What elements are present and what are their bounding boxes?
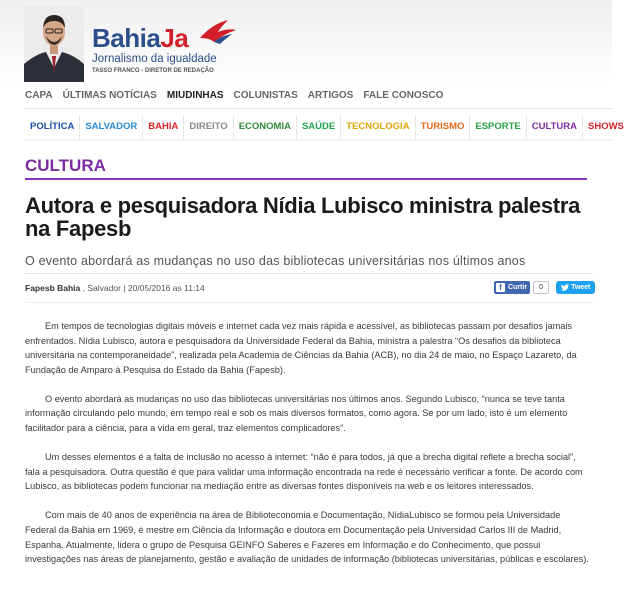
facebook-icon: f (496, 283, 505, 292)
article-paragraph: Um desses elementos é a falta de inclusão no acesso à internet: “não é para todos, já que a brecha digital reflete a brecha social”, fala a pesquisadora. Outra questão é que para validar uma informação encontrada na rede é necessário verificar a fonte. De acordo com Lubisco, as bibliotecas podem funcionar na mediação entre as diversas fontes disponíveis na web e os leitores interessados. (25, 452, 583, 492)
byline-datetime: 20/05/2016 as 11:14 (127, 283, 205, 293)
logo-wordmark: BahiaJa (92, 23, 189, 53)
top-nav-artigos[interactable]: ARTIGOS (307, 90, 354, 101)
category-navigation (25, 115, 629, 139)
category-bahia[interactable]: BAHIA (142, 115, 183, 139)
article-byline (25, 283, 205, 293)
category-salvador[interactable]: SALVADOR (79, 115, 142, 139)
site-logo[interactable] (92, 24, 242, 76)
category-direito[interactable]: DIREITO (183, 115, 232, 139)
top-nav-colunistas[interactable]: COLUNISTAS (233, 90, 298, 101)
category-shows[interactable]: SHOWS (582, 115, 629, 139)
facebook-like-label: Curtir (508, 283, 528, 291)
nav-divider (25, 108, 612, 109)
facebook-like-button[interactable] (494, 281, 530, 294)
top-navigation (25, 90, 443, 104)
article-body (25, 319, 590, 581)
tweet-button[interactable] (556, 281, 595, 294)
article-paragraph: Em tempos de tecnologias digitais móveis e internet cada vez mais rápida e acessível, as bibliotecas passam por desafios jamais enfrentados. Nídia Lubisco, autora e pesquisadora da Universidade Federal da Bahia, ministra a palestra “Os desafios da biblioteca universitária na contemporaneidade”, realizada pela Academia de Ciências da Bahia (ACB), no dia 24 de maio, no Espaço Lazareto, da Fundação de Amparo à Pesquisa do Estado da Bahia (Fapesb). (25, 321, 577, 375)
article-paragraph: O evento abordará as mudanças no uso das bibliotecas universitárias nos últimos anos. Segundo Lubisco, “nunca se teve tanta informação circulando pelo mundo, em tempo real e sob os mais diversos formatos, como agora. Se por um lado, isto é um elemento facilitador para a ciência, para a vida em geral, traz elementos complicadores”. (25, 393, 568, 434)
bird-logo-icon (198, 18, 238, 44)
director-photo (24, 6, 84, 82)
category-cultura[interactable]: CULTURA (526, 115, 582, 139)
category-politica[interactable]: POLÍTICA (30, 121, 75, 132)
byline-divider (25, 302, 593, 303)
byline-author: Fapesb Bahia (25, 283, 81, 293)
category-saude[interactable]: SAÚDE (296, 115, 340, 139)
section-title[interactable]: CULTURA (25, 156, 106, 175)
share-bar (494, 280, 595, 294)
top-nav-ultimas-noticias[interactable]: ÚLTIMAS NOTÍCIAS (62, 90, 157, 101)
site-header (0, 0, 612, 84)
subtitle-divider (25, 273, 593, 274)
twitter-bird-icon (561, 284, 569, 291)
category-economia[interactable]: ECONOMIA (233, 115, 296, 139)
logo-editor-line: TASSO FRANCO - DIRETOR DE REDAÇÃO (92, 68, 214, 74)
category-turismo[interactable]: TURISMO (415, 115, 470, 139)
article-subtitle: O evento abordará as mudanças no uso das bibliotecas universitárias nos últimos anos (25, 254, 526, 268)
article-headline: Autora e pesquisadora Nídia Lubisco ministra palestra na Fapesb (25, 193, 581, 241)
tweet-label: Tweet (571, 283, 591, 291)
byline-location: , Salvador | (80, 283, 128, 293)
article-paragraph: Com mais de 40 anos de experiência na área de Biblioteconomia e Documentação, NídiaLubisco se formou pela Universidade Federal da Bahia em 1969, é mestre em Ciência da Informação e doutora em Documentação pela Universidad Carlos III de Madrid, Espanha. Atualmente, lidera o grupo de Pesquisa GEINFO Saberes e Fazeres em Informação e do Conhecimento, que possui investigações nas áreas de planejamento, gestão e avaliação de unidades de informação (bibliotecas universitárias, públicas e escolares). (25, 510, 589, 565)
category-esporte[interactable]: ESPORTE (469, 115, 525, 139)
top-nav-fale-conosco[interactable]: FALE CONOSCO (363, 90, 444, 101)
category-underline (25, 139, 612, 141)
logo-tagline: Jornalismo da igualdade (92, 53, 217, 65)
section-rule (25, 178, 587, 180)
top-nav-capa[interactable]: CAPA (25, 90, 53, 101)
top-nav-miudinhas[interactable]: MIUDINHAS (166, 90, 224, 101)
category-tecnologia[interactable]: TECNOLOGIA (340, 115, 414, 139)
facebook-like-count: 0 (533, 281, 549, 294)
